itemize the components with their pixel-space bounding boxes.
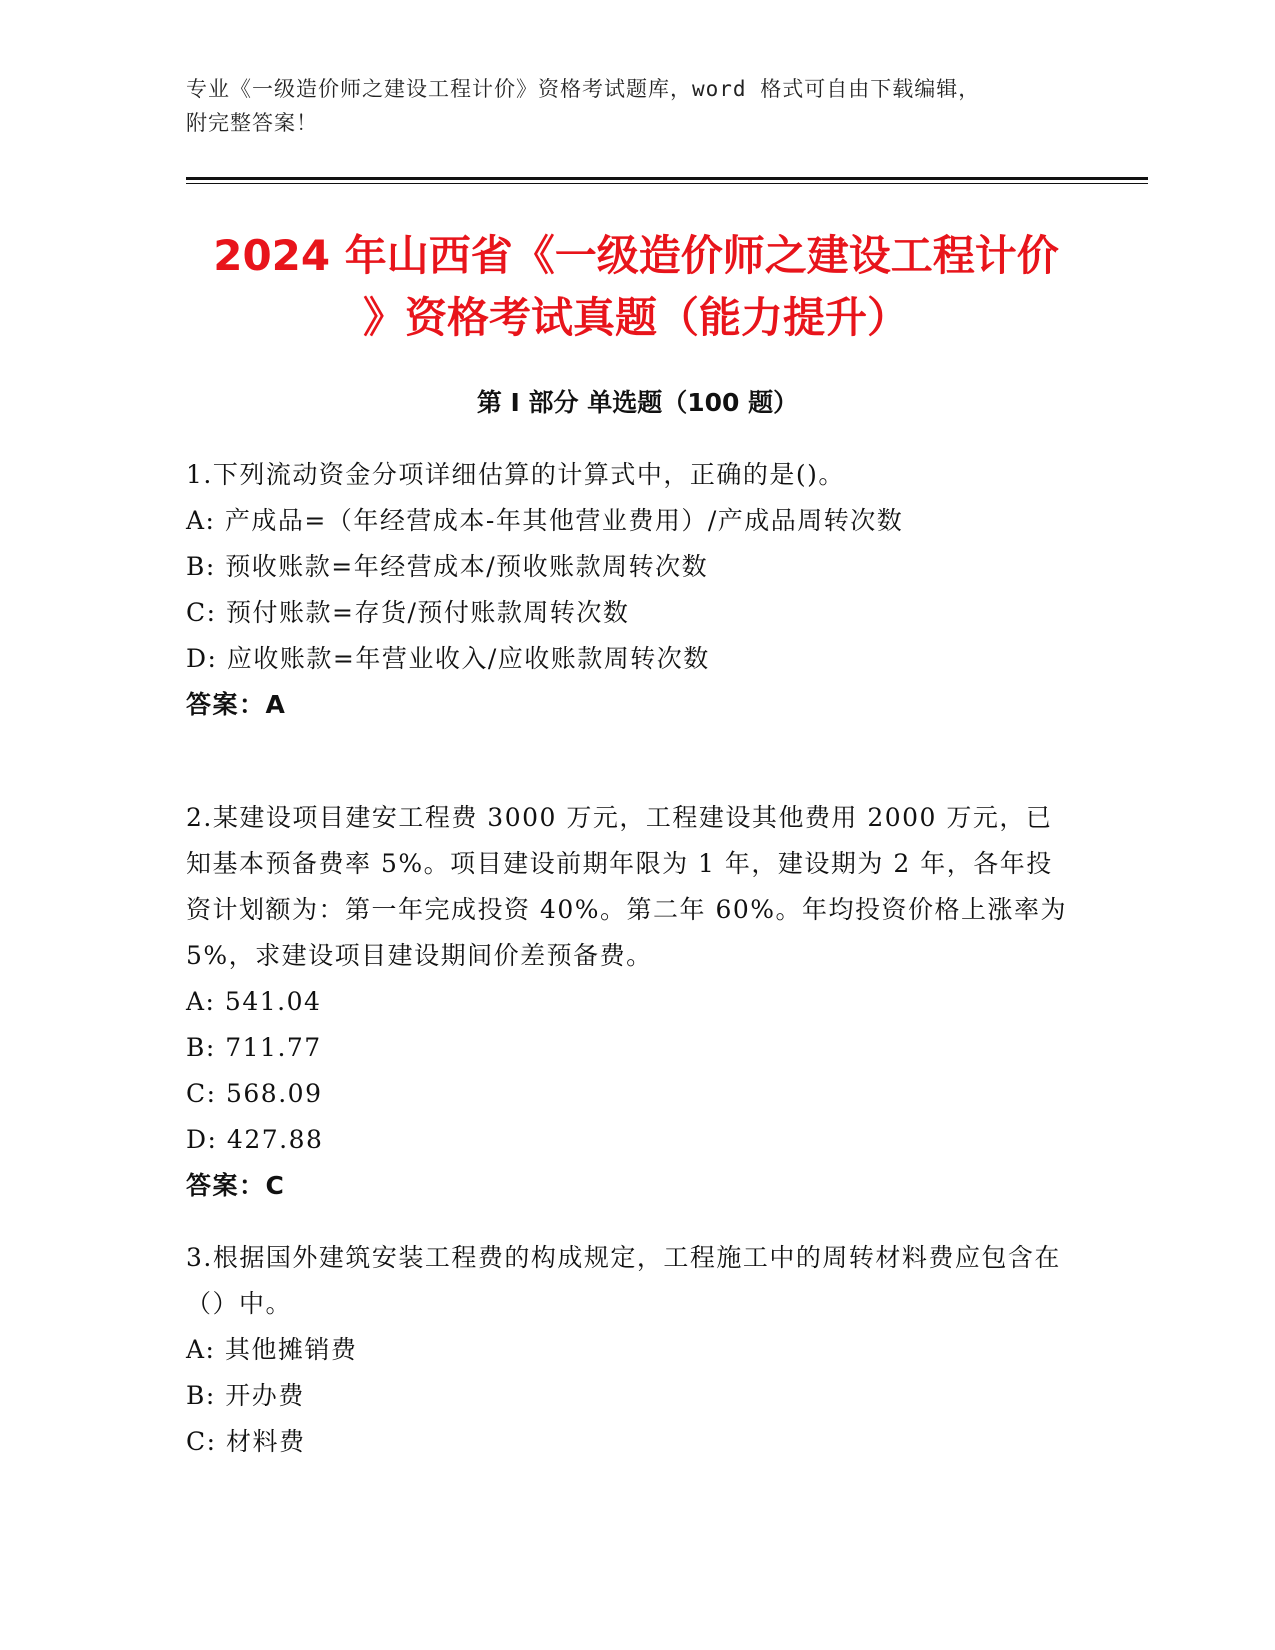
option-c: C: 预付账款=存货/预付账款周转次数 [186, 598, 630, 627]
section-title: 第 I 部分 单选题（100 题） [476, 388, 799, 417]
option-a: A: 其他摊销费 [186, 1335, 358, 1364]
option-b: B: 预收账款=年经营成本/预收账款周转次数 [186, 552, 709, 581]
option-a: A: 产成品=（年经营成本-年其他营业费用）/产成品周转次数 [186, 506, 904, 535]
option-a: A: 541.04 [186, 987, 322, 1016]
document-title [186, 225, 1086, 349]
answer: 答案：A [186, 690, 287, 719]
header-divider-thick [186, 177, 1148, 180]
option-b: B: 开办费 [186, 1381, 305, 1410]
question-stem: 3.根据国外建筑安装工程费的构成规定，工程施工中的周转材料费应包含在（）中。 [186, 1243, 1061, 1318]
question-stem: 1.下列流动资金分项详细估算的计算式中，正确的是()。 [186, 460, 845, 489]
question-stem: 2.某建设项目建安工程费 3000 万元，工程建设其他费用 2000 万元，已知基本预备费率 5%。项目建设前期年限为 1 年，建设期为 2 年，各年投资计划额为：第一年完成投资 40%。第二年 60%。年均投资价格上涨率为 5%，求建设项目建设期间价差预备费。 [186, 803, 1068, 970]
option-d: D: 427.88 [186, 1125, 324, 1154]
header-note [186, 72, 1066, 140]
document-title-line-2: 》资格考试真题（能力提升） [362, 293, 909, 342]
question-1 [186, 452, 1076, 728]
header-note-line-2: 附完整答案！ [186, 111, 318, 135]
option-c: C: 568.09 [186, 1079, 323, 1108]
header-note-line-1: 专业《一级造价师之建设工程计价》资格考试题库，word 格式可自由下载编辑， [186, 77, 981, 101]
header-divider-thin [186, 183, 1148, 184]
option-c: C: 材料费 [186, 1427, 306, 1456]
option-b: B: 711.77 [186, 1033, 322, 1062]
question-3 [186, 1235, 1076, 1465]
question-2 [186, 795, 1076, 1209]
answer: 答案：C [186, 1171, 286, 1200]
document-title-line-1: 2024 年山西省《一级造价师之建设工程计价 [213, 231, 1059, 280]
option-d: D: 应收账款=年营业收入/应收账款周转次数 [186, 644, 710, 673]
